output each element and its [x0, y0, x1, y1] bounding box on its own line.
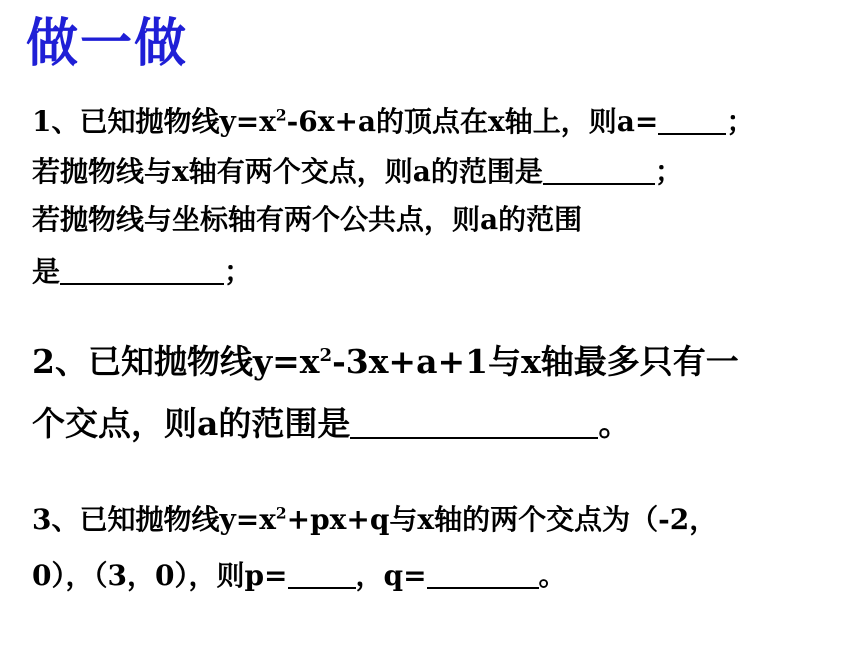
page-title: 做一做 — [26, 14, 189, 74]
q3-text-2mid: ，q= — [355, 559, 427, 592]
q1-answer-blank-range-1[interactable] — [543, 155, 655, 185]
q1-text-1end: ； — [726, 105, 755, 138]
q2-line-2 — [32, 398, 631, 445]
q3-text-1a: 3、已知抛物线y=x — [32, 503, 276, 536]
q3-answer-blank-p[interactable] — [288, 559, 356, 589]
q1-text-3: 若抛物线与坐标轴有两个公共点，则a的范围 — [32, 203, 583, 236]
q1-line-1 — [32, 100, 754, 140]
q3-line-1 — [32, 498, 717, 538]
q3-text-2a: 0），（3，0），则p= — [32, 559, 288, 592]
q2-text-2end: 。 — [598, 404, 632, 443]
q3-text-2end: 。 — [538, 559, 567, 592]
q2-exponent: 2 — [319, 345, 333, 366]
q1-answer-blank-range-2[interactable] — [60, 255, 224, 285]
q2-text-1a: 2、已知抛物线y=x — [32, 342, 320, 381]
q1-line-3 — [32, 198, 582, 238]
q1-answer-blank-a[interactable] — [658, 105, 726, 135]
q1-text-4end: ； — [224, 255, 253, 288]
q1-text-4a: 是 — [32, 255, 61, 288]
q1-text-1a: 1、已知抛物线y=x — [32, 105, 276, 138]
q1-line-4 — [32, 250, 252, 290]
q2-line-1 — [32, 336, 739, 383]
q3-text-1b: +px+q与x轴的两个交点为（-2， — [286, 503, 718, 536]
q1-exponent: 2 — [275, 106, 287, 125]
q1-text-2end: ； — [654, 155, 683, 188]
q2-answer-blank[interactable] — [350, 404, 598, 439]
q1-text-2a: 若抛物线与x轴有两个交点，则a的范围是 — [32, 155, 543, 188]
q2-text-2a: 个交点，则a的范围是 — [32, 404, 351, 443]
q3-line-2 — [32, 554, 567, 594]
q3-answer-blank-q[interactable] — [427, 559, 539, 589]
q2-text-1b: -3x+a+1与x轴最多只有一 — [332, 342, 739, 381]
q1-line-2 — [32, 150, 683, 190]
q1-text-1b: -6x+a的顶点在x轴上，则a= — [286, 105, 659, 138]
q3-exponent: 2 — [275, 504, 287, 523]
